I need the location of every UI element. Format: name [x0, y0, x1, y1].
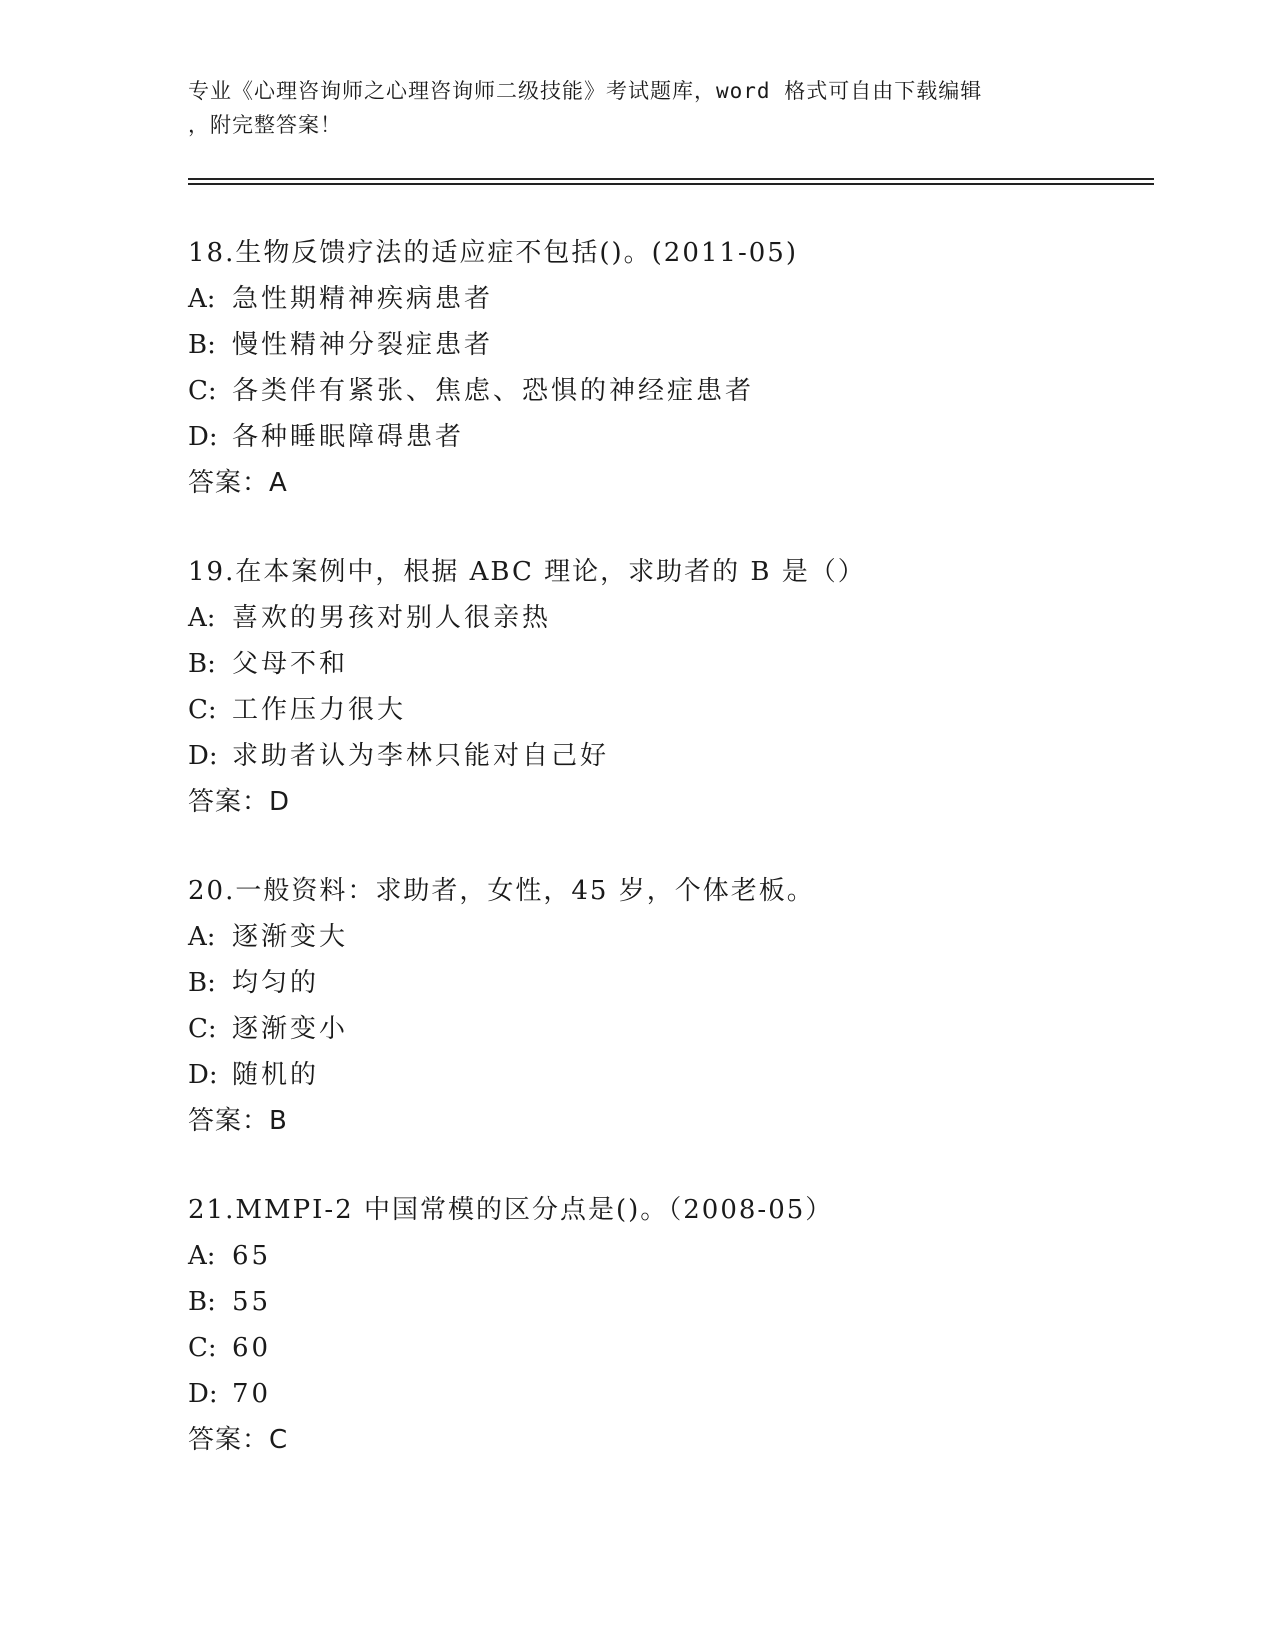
header-divider-bottom: [188, 183, 1154, 185]
answer-line: 答案：A: [188, 468, 288, 498]
option-text: 求助者认为李林只能对自己好: [232, 741, 610, 771]
option-text: 55: [232, 1287, 272, 1317]
option-d: [188, 1052, 1088, 1098]
option-letter: C:: [188, 376, 217, 406]
option-text: 各种睡眠障碍患者: [232, 422, 465, 452]
option-a: [188, 1233, 1088, 1279]
option-text: 逐渐变小: [232, 1014, 349, 1044]
option-c: [188, 368, 1088, 414]
question-stem: 20.一般资料：求助者，女性，45 岁，个体老板。: [188, 876, 815, 906]
option-letter: C:: [188, 695, 217, 725]
question-stem: 19.在本案例中，根据 ABC 理论，求助者的 B 是（）: [188, 557, 866, 587]
option-letter: B:: [188, 330, 216, 360]
option-a: [188, 595, 1088, 641]
document-header: [188, 74, 1088, 142]
option-d: [188, 414, 1088, 460]
option-b: [188, 1279, 1088, 1325]
option-letter: D:: [188, 1060, 218, 1090]
option-letter: C:: [188, 1333, 217, 1363]
option-d: [188, 1371, 1088, 1417]
option-d: [188, 733, 1088, 779]
option-a: [188, 276, 1088, 322]
option-letter: A:: [188, 1241, 216, 1271]
option-text: 60: [232, 1333, 272, 1363]
option-text: 工作压力很大: [232, 695, 407, 725]
option-letter: B:: [188, 1287, 216, 1317]
option-letter: D:: [188, 1379, 218, 1409]
question-stem: 18.生物反馈疗法的适应症不包括()。(2011-05): [188, 238, 798, 268]
option-text: 父母不和: [232, 649, 349, 679]
question-18: [188, 230, 1088, 506]
option-letter: D:: [188, 422, 218, 452]
option-c: [188, 1325, 1088, 1371]
option-text: 各类伴有紧张、焦虑、恐惧的神经症患者: [232, 376, 755, 406]
answer-line: 答案：C: [188, 1425, 289, 1455]
question-stem: 21.MMPI-2 中国常模的区分点是()。（2008-05）: [188, 1195, 834, 1225]
option-b: [188, 960, 1088, 1006]
option-c: [188, 687, 1088, 733]
option-text: 均匀的: [232, 968, 320, 998]
header-line-2: ，附完整答案！: [188, 113, 342, 137]
option-letter: D:: [188, 741, 218, 771]
option-letter: B:: [188, 649, 216, 679]
option-text: 慢性精神分裂症患者: [232, 330, 494, 360]
option-letter: B:: [188, 968, 216, 998]
option-a: [188, 914, 1088, 960]
option-text: 喜欢的男孩对别人很亲热: [232, 603, 552, 633]
header-divider-top: [188, 178, 1154, 180]
option-letter: A:: [188, 284, 216, 314]
question-20: [188, 868, 1088, 1144]
option-letter: C:: [188, 1014, 217, 1044]
option-text: 逐渐变大: [232, 922, 349, 952]
option-text: 65: [232, 1241, 272, 1271]
header-line-1: 专业《心理咨询师之心理咨询师二级技能》考试题库，word 格式可自由下载编辑: [188, 79, 983, 103]
option-c: [188, 1006, 1088, 1052]
option-b: [188, 322, 1088, 368]
answer-line: 答案：B: [188, 1106, 288, 1136]
option-letter: A:: [188, 603, 216, 633]
option-text: 急性期精神疾病患者: [232, 284, 494, 314]
answer-line: 答案：D: [188, 787, 291, 817]
option-b: [188, 641, 1088, 687]
question-19: [188, 549, 1088, 825]
question-21: [188, 1187, 1088, 1463]
option-text: 70: [232, 1379, 272, 1409]
option-letter: A:: [188, 922, 216, 952]
option-text: 随机的: [232, 1060, 320, 1090]
